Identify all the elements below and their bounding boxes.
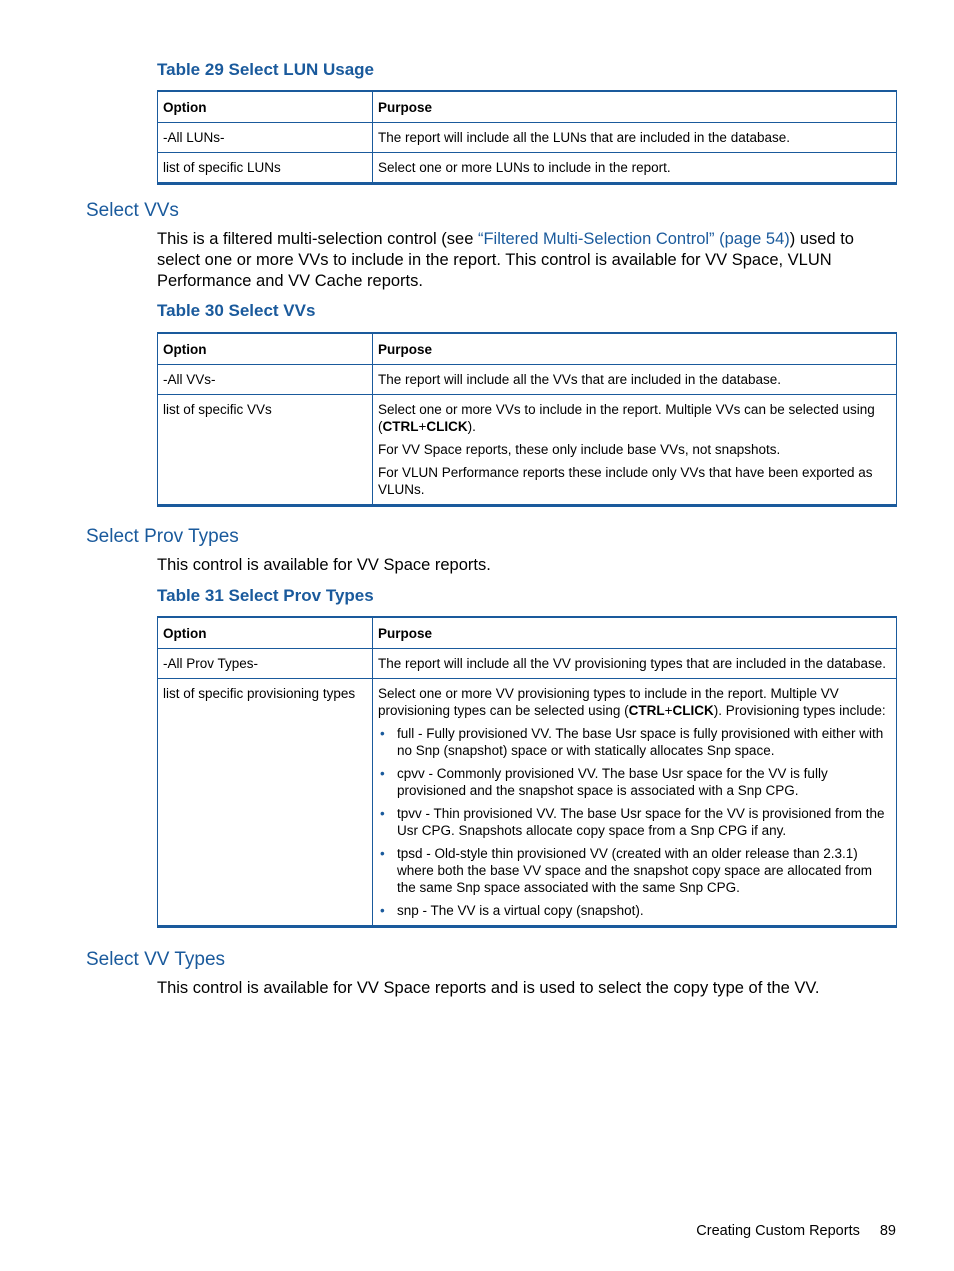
purpose-text: Select one or more VVs to include in the report. Multiple VVs can be selected using ( bbox=[378, 402, 875, 434]
table-29-caption: Table 29 Select LUN Usage bbox=[157, 60, 374, 79]
list-item: • tpsd - Old-style thin provisioned VV (created with an older release than 2.3.1) where both the base VV space and the snapshot copy space are allocated from the same Snp space associated with the same Snp CPG. bbox=[397, 845, 891, 896]
purpose-cell: The report will include all the LUNs that are included in the database. bbox=[373, 123, 897, 153]
table-30-caption: Table 30 Select VVs bbox=[157, 301, 316, 320]
column-header-purpose: Purpose bbox=[373, 333, 897, 365]
purpose-paragraph: For VV Space reports, these only include base VVs, not snapshots. bbox=[378, 442, 781, 457]
table-row bbox=[158, 365, 897, 395]
table-header-row bbox=[158, 333, 897, 365]
option-cell: -All Prov Types- bbox=[158, 649, 373, 679]
option-cell: -All VVs- bbox=[158, 365, 373, 395]
purpose-paragraph bbox=[378, 685, 891, 719]
purpose-text: ). bbox=[467, 419, 476, 434]
plus-sign: + bbox=[664, 703, 673, 718]
page-number: 89 bbox=[879, 1223, 896, 1239]
table-row bbox=[158, 123, 897, 153]
page-footer bbox=[696, 1223, 896, 1239]
column-header-option: Option bbox=[158, 333, 373, 365]
section-heading-select-vv-types: Select VV Types bbox=[86, 949, 226, 970]
purpose-cell: The report will include all the VV provisioning types that are included in the database. bbox=[373, 649, 897, 679]
table-row bbox=[158, 679, 897, 927]
option-cell: list of specific LUNs bbox=[158, 153, 373, 184]
select-vv-types-paragraph: This control is available for VV Space reports and is used to select the copy type of the VV. bbox=[157, 979, 820, 997]
paragraph-text: This is a filtered multi-selection control (see bbox=[157, 230, 478, 248]
column-header-purpose: Purpose bbox=[373, 617, 897, 649]
click-key-label: CLICK bbox=[672, 703, 714, 718]
section-heading-select-prov-types: Select Prov Types bbox=[86, 526, 239, 547]
purpose-cell bbox=[373, 395, 897, 506]
table-header-row bbox=[158, 617, 897, 649]
purpose-cell bbox=[373, 679, 897, 927]
footer-title: Creating Custom Reports bbox=[696, 1223, 860, 1239]
purpose-text: Select one or more VV provisioning types to include in the report. Multiple VV provisioning types can be selected using ( bbox=[378, 686, 839, 718]
table-row bbox=[158, 153, 897, 184]
provisioning-types-list bbox=[378, 725, 891, 919]
purpose-paragraph bbox=[378, 401, 891, 435]
ctrl-key-label: CTRL bbox=[628, 703, 665, 718]
table-row bbox=[158, 649, 897, 679]
table-29 bbox=[157, 90, 897, 185]
filtered-multi-selection-link[interactable]: “Filtered Multi-Selection Control” (page 54) bbox=[477, 230, 790, 248]
table-31-caption: Table 31 Select Prov Types bbox=[157, 586, 374, 605]
list-item: • tpvv - Thin provisioned VV. The base Usr space for the VV is provisioned from the Usr CPG. Snapshots allocate copy space from a Snp CPG if any. bbox=[397, 805, 891, 839]
list-item: • full - Fully provisioned VV. The base Usr space is fully provisioned with either with no Snp (snapshot) space or with statically allocates Snp space. bbox=[397, 725, 891, 759]
option-cell: list of specific provisioning types bbox=[158, 679, 373, 927]
table-row bbox=[158, 395, 897, 506]
column-header-purpose: Purpose bbox=[373, 91, 897, 123]
option-cell: list of specific VVs bbox=[158, 395, 373, 506]
table-31 bbox=[157, 616, 897, 928]
column-header-option: Option bbox=[158, 91, 373, 123]
purpose-cell: The report will include all the VVs that are included in the database. bbox=[373, 365, 897, 395]
click-key-label: CLICK bbox=[426, 419, 468, 434]
plus-sign: + bbox=[418, 419, 427, 434]
purpose-paragraph: For VLUN Performance reports these include only VVs that have been exported as VLUNs. bbox=[378, 465, 873, 497]
paragraph-text: ) used to select one or more VVs to include in the report. This control is available for VV Space, VLUN Performance and VV Cache reports. bbox=[157, 230, 854, 290]
option-cell: -All LUNs- bbox=[158, 123, 373, 153]
ctrl-key-label: CTRL bbox=[382, 419, 419, 434]
section-heading-select-vvs: Select VVs bbox=[86, 200, 179, 221]
purpose-cell: Select one or more LUNs to include in the report. bbox=[373, 153, 897, 184]
select-vvs-paragraph bbox=[157, 229, 887, 292]
table-header-row bbox=[158, 91, 897, 123]
list-item: • cpvv - Commonly provisioned VV. The base Usr space for the VV is fully provisioned and the snapshot space is associated with a Snp CPG. bbox=[397, 765, 891, 799]
purpose-text: ). Provisioning types include: bbox=[713, 703, 886, 718]
column-header-option: Option bbox=[158, 617, 373, 649]
table-30 bbox=[157, 332, 897, 507]
select-prov-types-paragraph: This control is available for VV Space reports. bbox=[157, 556, 491, 574]
list-item: • snp - The VV is a virtual copy (snapshot). bbox=[397, 902, 891, 919]
